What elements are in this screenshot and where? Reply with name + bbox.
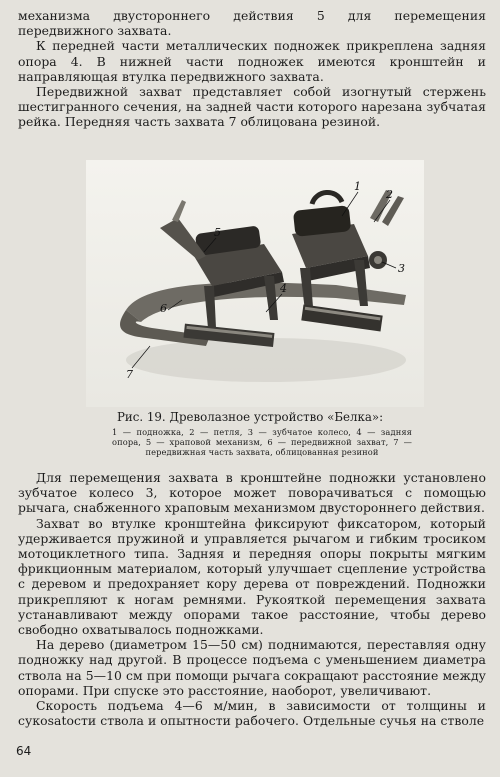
figure-marker-2: 2 <box>386 188 393 201</box>
paragraph-1: механизма двустороннего действия 5 для перемещения передвижного захвата. <box>18 8 486 39</box>
figure-marker-1: 1 <box>354 180 361 193</box>
figure-photo <box>86 160 424 407</box>
paragraph-6: На дерево (диаметром 15—50 см) поднимаются, переставляя одну подножку над другой. В процессе подъема с уменьшением диаметра ствола на 5—10 см при помощи рычага сокращают расстояние между опорами. При спуске это расстояние, наоборот, увеличивают. <box>18 637 486 698</box>
paragraph-5: Захват во втулке кронштейна фиксируют фиксатором, который удерживается пружиной и управляется рычагом и гибким тросиком мотоциклетного типа. Задняя и передняя опоры покрыты мягким фрикционным материалом, который улучшает сцепление устройства с деревом и предохраняет кору дерева от повреждений. Подножки прикрепляют к ногам ремнями. Рукояткой перемещения захвата устанавливают между опорами такое расстояние, чтобы дерево свободно охватывалось подножками. <box>18 515 486 638</box>
figure-caption-legend: 1 — подножка, 2 — петля, 3 — зубчатое колесо, 4 — задняя опора, 5 — храповой механизм, 6 — передвижной захват, 7 — передвижная часть захвата, облицованная резиной <box>112 427 412 458</box>
top-text <box>18 8 486 130</box>
paragraph-7: Скорость подъема 4—6 м/мин, в зависимости от толщины и сукоsatости ствола и опытности рабочего. Отдельные сучья на стволе <box>18 698 486 729</box>
figure-marker-3: 3 <box>398 262 405 275</box>
paragraph-2: К передней части металлических подножек прикреплена задняя опора 4. В нижней части подножек имеются кронштейн и направляющая втулка передвижного захвата. <box>18 38 486 84</box>
figure-marker-5: 5 <box>214 226 221 239</box>
paragraph-3: Передвижной захват представляет собой изогнутый стержень шестигранного сечения, на задней части которого нарезана зубчатая рейка. Передняя часть захвата 7 облицована резиной. <box>18 84 486 130</box>
figure-marker-7: 7 <box>126 368 133 381</box>
tree-climbing-device-illustration <box>86 160 424 407</box>
figure-marker-4: 4 <box>280 282 287 295</box>
paragraph-4: Для перемещения захвата в кронштейне подножки установлено зубчатое колесо 3, которое может поворачиваться с помощью рычага, снабженного храповым механизмом двустороннего действия. <box>18 470 486 516</box>
bottom-text <box>18 470 486 728</box>
figure-caption-title: Рис. 19. Древолазное устройство «Белка»: <box>116 410 384 424</box>
figure-marker-6: 6 <box>160 302 167 315</box>
page-number: 64 <box>16 744 32 758</box>
